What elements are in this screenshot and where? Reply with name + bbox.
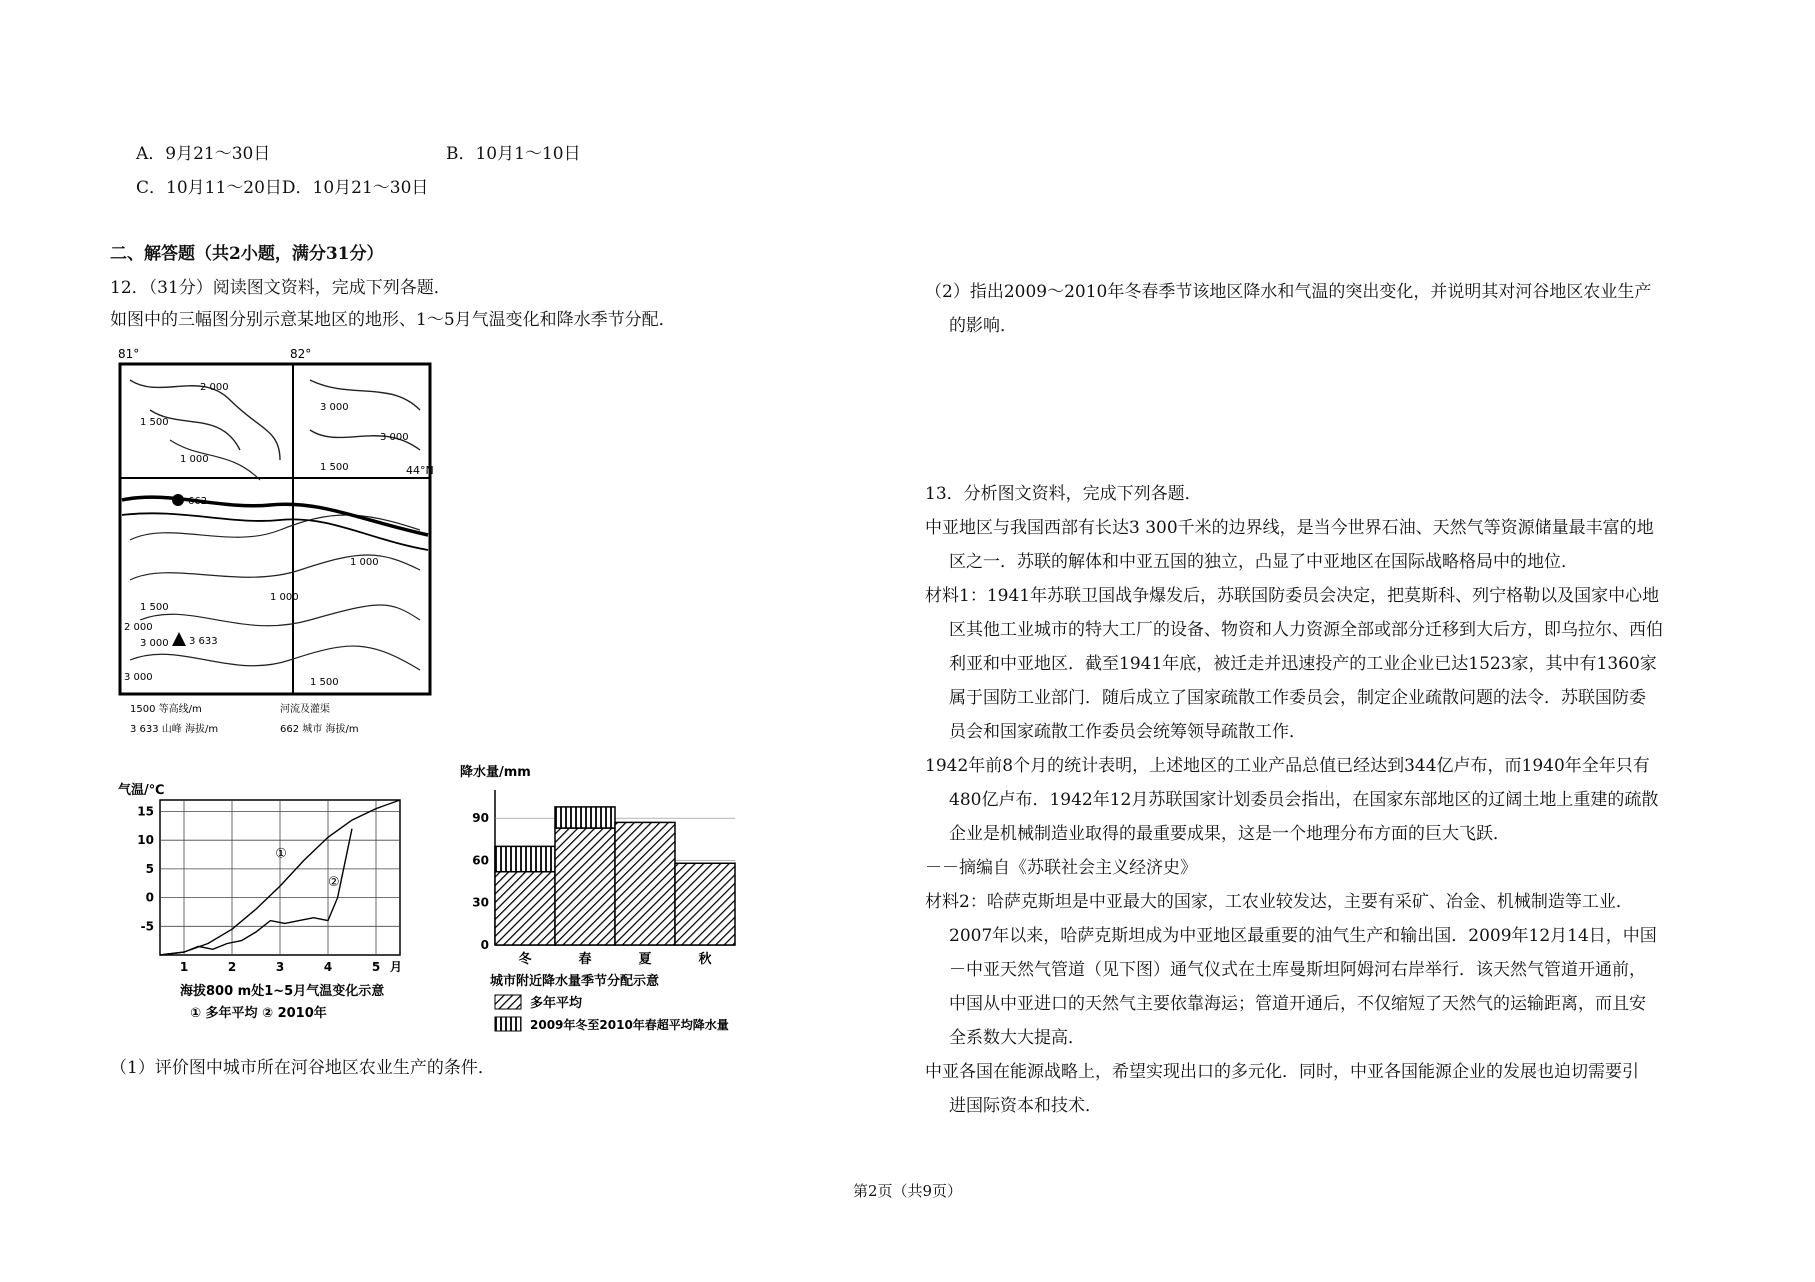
precip-bar-extra	[555, 807, 615, 828]
temperature-chart	[110, 780, 430, 1040]
q12-intro: 如图中的三幅图分别示意某地区的地形、1～5月气温变化和降水季节分配．	[110, 310, 676, 330]
svg-text:3 000: 3 000	[380, 432, 409, 443]
precip-bar-avg	[495, 872, 555, 945]
precip-legend-extra: 2009年冬至2010年春超平均降水量	[530, 1018, 729, 1032]
p2-l3: 企业是机械制造业取得的最重要成果，这是一个地理分布方面的巨大飞跃．	[949, 824, 1510, 844]
m1-l5: 员会和国家疏散工作委员会统筹领导疏散工作．	[949, 722, 1306, 742]
p3-l1: 中亚各国在能源战略上，希望实现出口的多元化．同时，中亚各国能源企业的发展也迫切需要引	[925, 1062, 1639, 1082]
city-elevation: 662	[188, 496, 208, 507]
temp-legend: ① 多年平均 ② 2010年	[190, 1006, 327, 1021]
temp-xtick: 4	[323, 960, 333, 974]
precip-bar-avg	[615, 822, 675, 945]
temp-series-line-2	[160, 829, 352, 955]
precip-ytick: 90	[472, 811, 489, 826]
p2-l2: 480亿卢布．1942年12月苏联国家计划委员会指出，在国家东部地区的辽阔土地上重建的疏散	[949, 790, 1659, 810]
option-c-d[interactable]: C．10月11～20日D．10月21～30日	[136, 178, 429, 198]
legend-peak: 3 633 山峰 海拔/m	[130, 724, 219, 735]
svg-text:1 500: 1 500	[140, 417, 169, 428]
option-b[interactable]: B．10月1～10日	[446, 144, 581, 164]
svg-text:3 000: 3 000	[320, 402, 349, 413]
temp-xtick: 5	[371, 960, 381, 974]
q13-stem: 13．分析图文资料，完成下列各题．	[925, 484, 1202, 504]
m1-l4: 属于国防工业部门．随后成立了国家疏散工作委员会，制定企业疏散问题的法令．苏联国防委	[949, 688, 1646, 708]
svg-text:3 000: 3 000	[140, 638, 169, 649]
precip-legend-avg: 多年平均	[530, 996, 583, 1011]
map-lat-label: 44°N	[406, 464, 434, 477]
section-title: 二、解答题（共2小题，满分31分）	[110, 244, 384, 264]
precip-ytick: 30	[472, 895, 489, 910]
svg-text:2 000: 2 000	[200, 382, 229, 393]
page-footer: 第2页（共9页）	[852, 1182, 963, 1200]
m2-l3: －中亚天然气管道（见下图）通气仪式在土库曼斯坦阿姆河右岸举行．该天然气管道开通前，	[949, 960, 1646, 980]
temp-ytick: 15	[137, 804, 154, 819]
svg-text:1 000: 1 000	[350, 557, 379, 568]
precip-category-label: 春	[578, 952, 592, 967]
temp-ytick: 5	[145, 861, 154, 876]
m2-l4: 中国从中亚进口的天然气主要依靠海运；管道开通后，不仅缩短了天然气的运输距离，而且安	[949, 994, 1646, 1014]
m2-l5: 全系数大大提高．	[949, 1028, 1085, 1048]
m2-l1: 材料2：哈萨克斯坦是中亚最大的国家，工农业较发达，主要有采矿、冶金、机械制造等工业．	[925, 892, 1633, 912]
m2-l2: 2007年以来，哈萨克斯坦成为中亚地区最重要的油气生产和输出国．2009年12月14日，中国	[949, 926, 1657, 946]
temp-xtick: 2	[227, 960, 237, 974]
svg-text:1 500: 1 500	[140, 602, 169, 613]
precip-ylabel: 降水量/mm	[460, 765, 531, 780]
svg-text:1 500: 1 500	[310, 677, 339, 688]
precip-bar-avg	[555, 828, 615, 945]
q12-sub2-line2: 的影响．	[949, 316, 1017, 336]
temp-ytick: 0	[145, 890, 154, 905]
m1-l3: 利亚和中亚地区．截至1941年底，被迁走并迅速投产的工业企业已达1523家，其中有1360家	[949, 654, 1657, 674]
map-lon-label-82: 82°	[290, 347, 312, 361]
precip-caption: 城市附近降水量季节分配示意	[490, 974, 660, 989]
temp-series-label-2: ②	[328, 875, 340, 891]
m1-l2: 区其他工业城市的特大工厂的设备、物资和人力资源全部或部分迁移到大后方，即乌拉尔、西伯	[949, 620, 1663, 640]
precip-legend-swatch-extra	[495, 1017, 521, 1031]
precip-legend-swatch-avg	[495, 995, 521, 1009]
q12-stem: 12．（31分）阅读图文资料，完成下列各题．	[110, 278, 451, 298]
svg-text:1 500: 1 500	[320, 462, 349, 473]
source-citation: －－摘编自《苏联社会主义经济史》	[925, 858, 1197, 878]
temp-caption: 海拔800 m处1~5月气温变化示意	[180, 984, 385, 999]
precip-category-label: 冬	[518, 952, 532, 967]
precip-category-label: 夏	[638, 952, 652, 967]
p2-l1: 1942年前8个月的统计表明，上述地区的工业产品总值已经达到344亿卢布，而1940年全年只有	[925, 756, 1650, 776]
precip-bar-avg	[675, 863, 735, 945]
terrain-map	[110, 340, 440, 740]
temp-series-label-1: ①	[275, 846, 287, 862]
q13-p1-l1: 中亚地区与我国西部有长达3 300千米的边界线，是当今世界石油、天然气等资源储量最丰富的地	[925, 518, 1654, 538]
peak-elevation: 3 633	[189, 636, 218, 647]
precip-bar-extra	[495, 846, 555, 871]
precip-ytick: 60	[472, 853, 489, 868]
temp-xtick: 1	[179, 960, 189, 974]
precip-ytick: 0	[480, 938, 489, 952]
temp-ytick: -5	[140, 919, 154, 934]
legend-contour: 1500 等高线/m	[130, 704, 202, 715]
option-a[interactable]: A．9月21～30日	[136, 144, 271, 164]
temp-ylabel: 气温/℃	[118, 783, 165, 798]
p3-l2: 进国际资本和技术．	[949, 1096, 1102, 1116]
temp-xtick: 3	[275, 960, 285, 974]
legend-river: 河流及灌渠	[280, 704, 330, 715]
q13-p1-l2: 区之一．苏联的解体和中亚五国的独立，凸显了中亚地区在国际战略格局中的地位．	[949, 552, 1578, 572]
precipitation-chart	[450, 760, 750, 1040]
svg-text:2 000: 2 000	[124, 622, 153, 633]
precip-category-label: 秋	[698, 952, 712, 967]
q12-sub2-line1: （2）指出2009～2010年冬春季节该地区降水和气温的突出变化，并说明其对河谷地区农业生产	[925, 282, 1652, 302]
temp-xlabel: 月	[390, 960, 403, 974]
m1-l1: 材料1：1941年苏联卫国战争爆发后，苏联国防委员会决定，把莫斯科、列宁格勒以及国家中心地	[925, 586, 1660, 606]
svg-text:1 000: 1 000	[180, 454, 209, 465]
map-lon-label-81: 81°	[118, 347, 140, 361]
legend-city: 662 城市 海拔/m	[280, 724, 359, 735]
temp-ytick: 10	[137, 833, 154, 848]
city-dot	[172, 494, 184, 506]
svg-text:1 000: 1 000	[270, 592, 299, 603]
q12-sub1: （1）评价图中城市所在河谷地区农业生产的条件．	[110, 1058, 495, 1078]
svg-text:3 000: 3 000	[124, 672, 153, 683]
